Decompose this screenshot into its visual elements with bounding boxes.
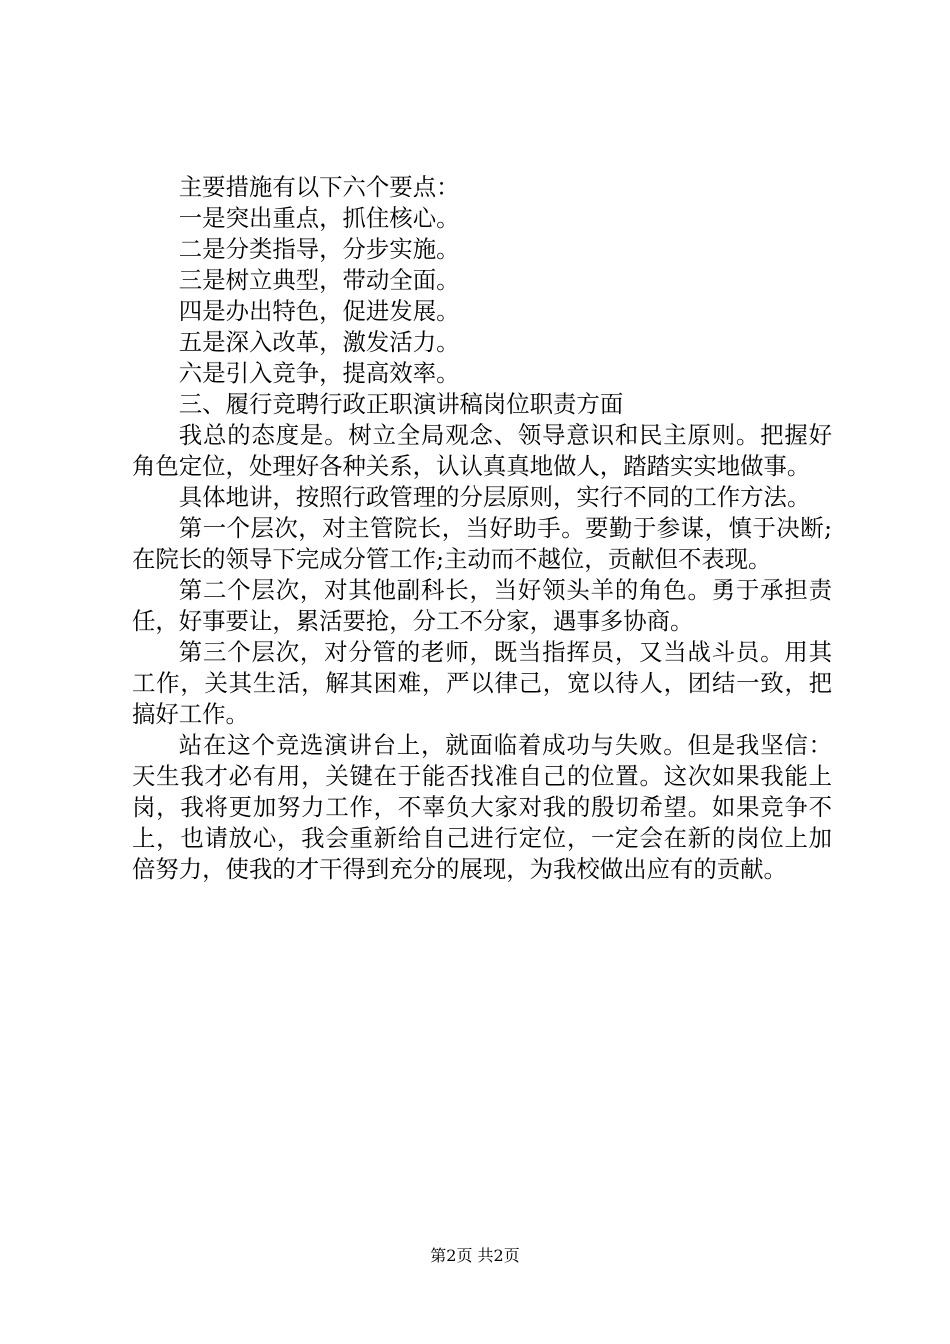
- section-heading-duties: 三、履行竞聘行政正职演讲稿岗位职责方面: [178, 390, 624, 418]
- page-footer: 第2页 共2页: [430, 1246, 520, 1265]
- paragraph-level-1: 第一个层次，对主管院长，当好助手。要勤于参谋，慎于决断;在院长的领导下完成分管工作;主动而不越位，贡献但不表现。: [132, 514, 832, 573]
- paragraph-level-3: 第三个层次，对分管的老师，既当指挥员，又当战斗员。用其工作，关其生活，解其困难，严以律己，宽以待人，团结一致，把搞好工作。: [132, 638, 832, 728]
- paragraph-measure-6: 六是引入竞争，提高效率。: [178, 359, 460, 387]
- paragraph-measure-5: 五是深入改革，激发活力。: [178, 328, 460, 356]
- paragraph-level-2: 第二个层次，对其他副科长，当好领头羊的角色。勇于承担责任，好事要让，累活要抢，分工不分家，遇事多协商。: [132, 576, 832, 635]
- paragraph-measure-1: 一是突出重点，抓住核心。: [178, 204, 460, 232]
- paragraph-measure-3: 三是树立典型，带动全面。: [178, 266, 460, 294]
- paragraph-measure-2: 二是分类指导，分步实施。: [178, 235, 460, 263]
- paragraph-key-measures-intro: 主要措施有以下六个要点：: [178, 173, 460, 201]
- paragraph-attitude: 我总的态度是。树立全局观念、领导意识和民主原则。把握好角色定位，处理好各种关系，认认真真地做人，踏踏实实地做事。: [132, 421, 832, 480]
- paragraph-measure-4: 四是办出特色，促进发展。: [178, 297, 460, 325]
- paragraph-methods: 具体地讲，按照行政管理的分层原则，实行不同的工作方法。: [178, 483, 811, 511]
- document-body: [132, 172, 832, 885]
- paragraph-closing: 站在这个竞选演讲台上，就面临着成功与失败。但是我坚信：天生我才必有用，关键在于能否找准自己的位置。这次如果我能上岗，我将更加努力工作，不辜负大家对我的殷切希望。如果竞争不上，也请放心，我会重新给自己进行定位，一定会在新的岗位上加倍努力，使我的才干得到充分的展现，为我校做出应有的贡献。: [132, 731, 832, 883]
